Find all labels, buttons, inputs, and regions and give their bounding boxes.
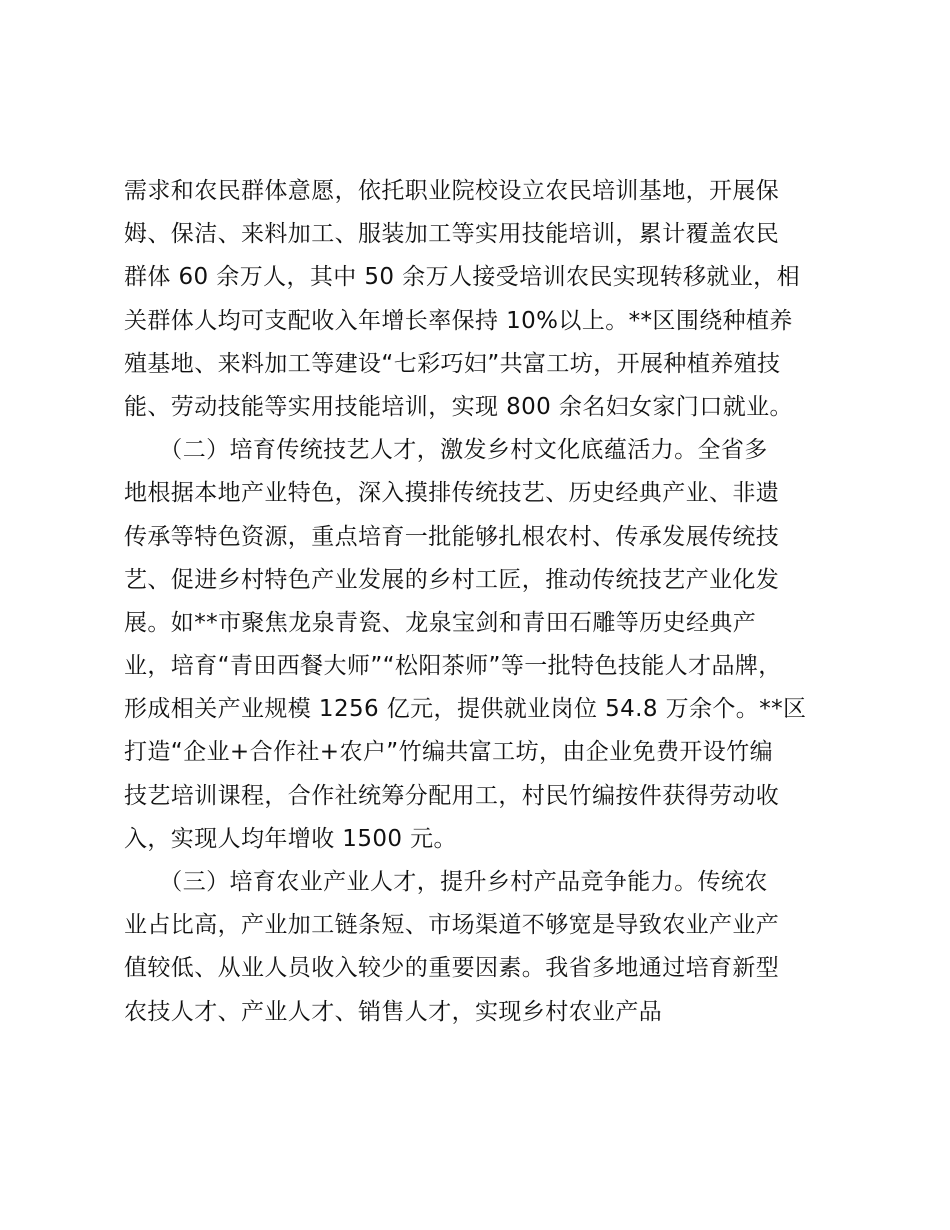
text-line: 业，培育“青田西餐大师”“松阳茶师”等一批特色技能人才品牌，: [124, 653, 782, 680]
text-line: 展。如**市聚焦龙泉青瓷、龙泉宝剑和青田石雕等历史经典产: [124, 609, 757, 636]
text-line: 农技人才、产业人才、销售人才，实现乡村农业产品: [124, 998, 663, 1025]
text-line: 群体 60 余万人，其中 50 余万人接受培训农民实现转移就业，相: [124, 264, 800, 291]
text-line: 能、劳动技能等实用技能培训，实现 800 余名妇女家门口就业。: [124, 393, 793, 420]
text-line: 值较低、从业人员收入较少的重要因素。我省多地通过培育新型: [124, 955, 780, 982]
text-line: 入，实现人均年增收 1500 元。: [124, 825, 457, 852]
text-line: 传承等特色资源，重点培育一批能够扎根农村、传承发展传统技: [124, 523, 780, 550]
section-heading-line: （三）培育农业产业人才，提升乡村产品竞争能力。传统农: [124, 869, 768, 895]
text-line: 殖基地、来料加工等建设“七彩巧妇”共富工坊，开展种植养殖技: [124, 350, 781, 377]
text-line: 艺、促进乡村特色产业发展的乡村工匠，推动传统技艺产业化发: [124, 566, 780, 593]
text-line: 技艺培训课程，合作社统筹分配用工，村民竹编按件获得劳动收: [124, 782, 780, 809]
text-line: 关群体人均可支配收入年增长率保持 10%以上。**区围绕种植养: [124, 307, 793, 334]
text-line: 打造“企业+合作社+农户”竹编共富工坊，由企业免费开设竹编: [124, 739, 773, 766]
text-line: 姆、保洁、来料加工、服装加工等实用技能培训，累计覆盖农民: [124, 221, 780, 248]
body-text: [124, 170, 844, 1034]
text-line: 业占比高，产业加工链条短、市场渠道不够宽是导致农业产业产: [124, 912, 780, 939]
text-line: 地根据本地产业特色，深入摸排传统技艺、历史经典产业、非遗: [124, 480, 780, 507]
section-heading-line: （二）培育传统技艺人才，激发乡村文化底蕴活力。全省多: [124, 437, 768, 464]
text-line: 需求和农民群体意愿，依托职业院校设立农民培训基地，开展保: [124, 178, 780, 204]
text-line: 形成相关产业规模 1256 亿元，提供就业岗位 54.8 万余个。**区: [124, 696, 807, 723]
